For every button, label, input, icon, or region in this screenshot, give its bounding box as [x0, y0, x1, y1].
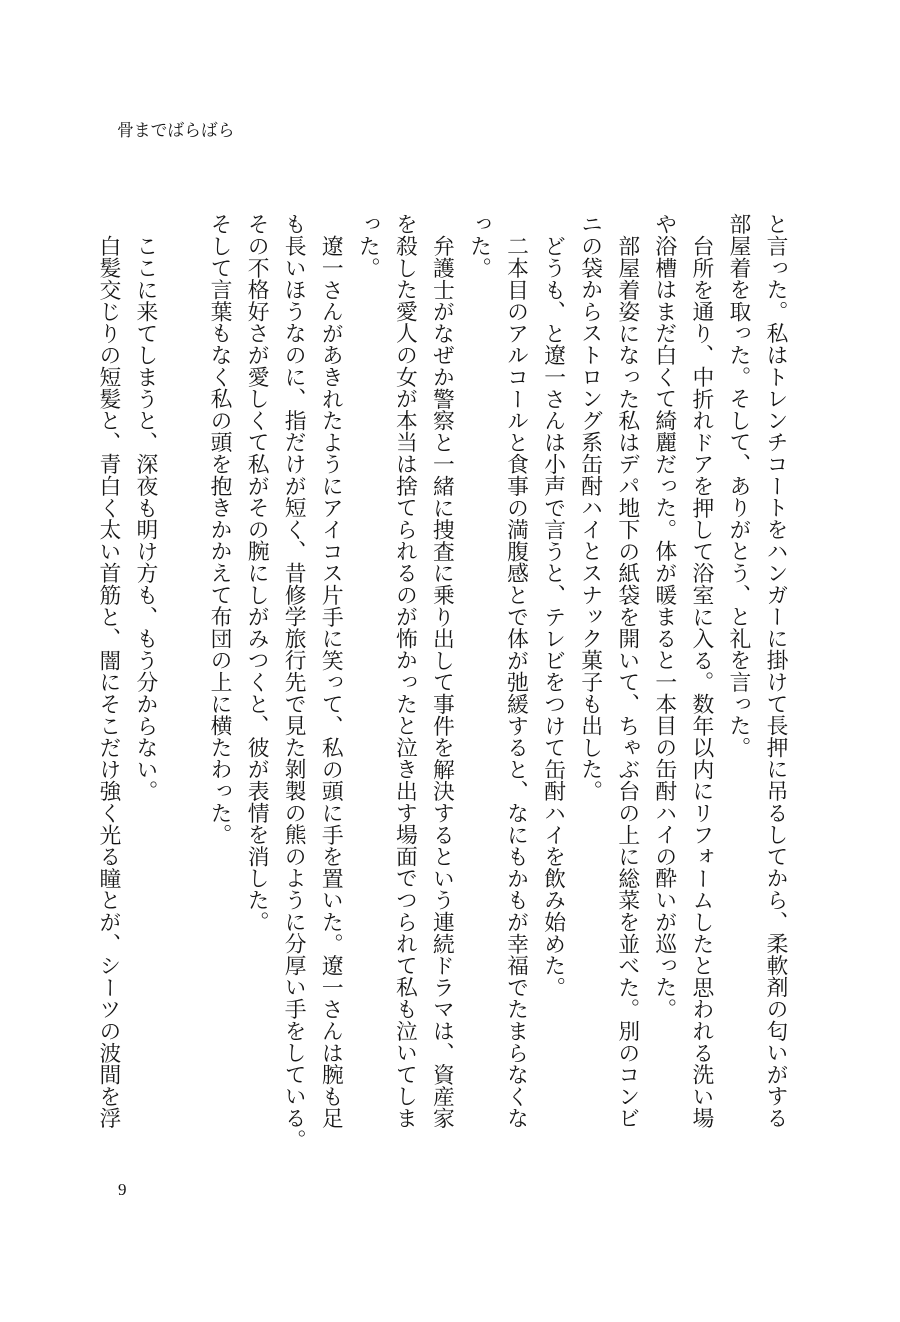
text-line: 部屋着姿になった私はデパ地下の紙袋を開いて、ちゃぶ台の上に総菜を並べた。別のコンビ — [614, 234, 640, 1129]
text-line: った。 — [466, 213, 492, 279]
text-line: ここに来てしまうと、深夜も明け方も、もう分からない。 — [132, 234, 158, 802]
text-line: った。 — [355, 213, 381, 279]
text-line: その不格好さが愛しくて私がその腕にしがみつくと、彼が表情を消した。 — [244, 213, 270, 933]
text-line: 遼一さんがあきれたようにアイコス片手に笑って、私の頭に手を置いた。遼一さんは腕も足 — [318, 234, 344, 1129]
text-line: と言った。私はトレンチコートをハンガーに掛けて長押に吊るしてから、柔軟剤の匂いがする — [763, 213, 788, 1129]
text-line: そして言葉もなく私の頭を抱きかかえて布団の上に横たわった。 — [207, 213, 233, 846]
text-line: 白髪交じりの短髪と、青白く太い首筋と、闇にそこだけ強く光る瞳とが、シーツの波間を浮 — [95, 234, 121, 1129]
text-line: 二本目のアルコールと食事の満腹感とで体が弛緩すると、なにもかもが幸福でたまらなくな — [503, 234, 529, 1129]
text-line: 部屋着を取った。そして、ありがとう、と礼を言った。 — [725, 213, 751, 758]
page-number: 9 — [118, 1180, 127, 1199]
text-line: や浴槽はまだ白くて綺麗だった。体が暖まると一本目の缶酎ハイの酔いが巡った。 — [651, 213, 677, 1020]
text-line: も長いほうなのに、指だけが短く、昔修学旅行先で見た剝製の熊のように分厚い手をしている。 — [281, 213, 307, 1151]
text-line: を殺した愛人の女が本当は捨てられるのが怖かったと泣き出す場面でつられて私も泣いてしま — [392, 213, 418, 1129]
body-text — [89, 213, 794, 1163]
text-line: 台所を通り、中折れドアを押して浴室に入る。数年以内にリフォームしたと思われる洗い場 — [688, 234, 714, 1129]
blank-line — [164, 213, 201, 223]
text-line: 弁護士がなぜか警察と一緒に捜査に乗り出して事件を解決するという連続ドラマは、資産家 — [429, 234, 455, 1129]
running-title: 骨までばらばら — [117, 120, 235, 140]
text-line: ニの袋からストロング系缶酎ハイとスナック菓子も出した。 — [577, 213, 603, 802]
text-line: どうも、と遼一さんは小声で言うと、テレビをつけて缶酎ハイを飲み始めた。 — [540, 234, 566, 998]
